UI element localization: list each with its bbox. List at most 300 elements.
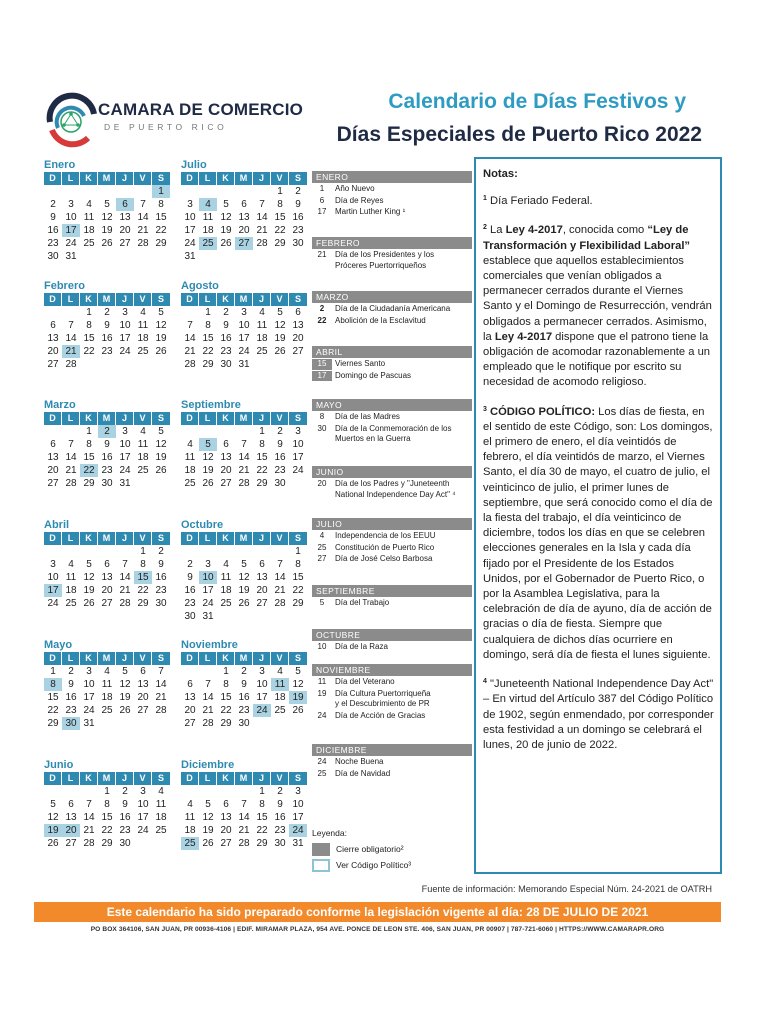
holiday-item bbox=[312, 689, 472, 710]
weekday-label: L bbox=[199, 532, 217, 545]
calendar-day: 1 bbox=[259, 426, 265, 437]
weekday-label: D bbox=[44, 293, 62, 306]
holiday-name: Día de los Padres y "Juneteenth bbox=[335, 479, 450, 488]
weekday-label: L bbox=[62, 532, 80, 545]
calendar-day bbox=[181, 785, 199, 798]
calendar-day bbox=[134, 358, 152, 371]
weekday-label: M bbox=[235, 772, 253, 785]
calendar-day: 6 bbox=[187, 679, 193, 690]
weekday-label: K bbox=[80, 172, 98, 185]
calendar-day: 13 bbox=[256, 572, 268, 583]
weekday-label: J bbox=[253, 412, 271, 425]
calendar-day: 19 bbox=[238, 585, 250, 596]
weekday-label: K bbox=[217, 652, 235, 665]
calendar-day: 14 bbox=[238, 812, 250, 823]
calendar-day: 2 bbox=[187, 559, 193, 570]
calendar-week bbox=[181, 691, 307, 704]
calendar-day bbox=[235, 785, 253, 798]
calendar-day bbox=[271, 610, 289, 623]
calendar-day: 14 bbox=[202, 692, 214, 703]
holiday-day: 30 bbox=[317, 423, 327, 433]
calendar-day bbox=[134, 185, 152, 198]
calendar-day: 5 bbox=[104, 199, 110, 210]
calendar-day: 10 bbox=[137, 799, 149, 810]
month-calendar bbox=[44, 518, 170, 610]
holiday-month-section bbox=[312, 518, 472, 565]
holiday-name: Día de los Presidentes y los bbox=[335, 250, 435, 259]
holiday-item bbox=[312, 757, 472, 768]
calendar-day: 25 bbox=[83, 238, 95, 249]
calendar-day: 29 bbox=[137, 598, 149, 609]
calendar-week bbox=[181, 837, 307, 850]
calendar-day bbox=[44, 185, 62, 198]
calendar-day: 23 bbox=[220, 346, 232, 357]
calendar-day: 9 bbox=[122, 799, 128, 810]
calendar-day: 16 bbox=[119, 812, 131, 823]
calendar-day bbox=[289, 358, 307, 371]
calendar-day: 2 bbox=[295, 186, 301, 197]
calendar-day: 1 bbox=[277, 186, 283, 197]
holiday-day: 6 bbox=[319, 195, 325, 205]
calendar-day: 25 bbox=[184, 478, 196, 489]
calendar-day: 12 bbox=[238, 572, 250, 583]
calendar-day: 28 bbox=[274, 598, 286, 609]
calendar-week bbox=[181, 477, 307, 490]
calendar-day: 15 bbox=[256, 452, 268, 463]
calendar-day bbox=[253, 717, 271, 730]
calendar-day: 4 bbox=[277, 666, 283, 677]
calendar-day: 17 bbox=[119, 452, 131, 463]
calendar-day: 26 bbox=[155, 465, 167, 476]
holiday-name: Año Nuevo bbox=[335, 184, 375, 193]
calendar-day: 17 bbox=[238, 333, 250, 344]
note-1-marker: 1 bbox=[483, 195, 487, 203]
calendar-day: 16 bbox=[292, 212, 304, 223]
calendar-day bbox=[152, 477, 170, 490]
weekday-label: J bbox=[116, 772, 134, 785]
holiday-item bbox=[312, 531, 472, 542]
weekday-label: L bbox=[199, 772, 217, 785]
holiday-item bbox=[312, 316, 472, 327]
holiday-day: 2 bbox=[319, 304, 325, 313]
calendar-day: 21 bbox=[137, 225, 149, 236]
month-name: Febrero bbox=[44, 280, 85, 292]
calendar-week bbox=[44, 691, 170, 704]
calendar-week bbox=[44, 345, 170, 358]
calendar-week bbox=[44, 597, 170, 610]
weekday-label: J bbox=[253, 172, 271, 185]
calendar-day: 20 bbox=[220, 825, 232, 836]
calendar-day: 10 bbox=[184, 212, 196, 223]
calendar-day: 19 bbox=[101, 225, 113, 236]
calendar-week bbox=[181, 345, 307, 358]
calendar-day: 11 bbox=[184, 812, 196, 823]
calendar-day: 3 bbox=[295, 786, 301, 797]
calendar-day: 8 bbox=[140, 559, 146, 570]
calendar-day: 23 bbox=[274, 825, 286, 836]
calendar-week bbox=[181, 198, 307, 211]
calendar-day: 7 bbox=[277, 559, 283, 570]
weekday-label: K bbox=[217, 412, 235, 425]
calendar-day: 16 bbox=[274, 452, 286, 463]
month-calendar bbox=[181, 518, 307, 623]
calendar-week bbox=[181, 558, 307, 571]
holiday-name: Constitución de Puerto Rico bbox=[335, 542, 435, 552]
calendar-day: 26 bbox=[238, 598, 250, 609]
weekday-label: J bbox=[253, 652, 271, 665]
month-name: Julio bbox=[181, 159, 207, 171]
calendar-day: 12 bbox=[83, 572, 95, 583]
calendar-week bbox=[181, 704, 307, 717]
weekday-label: J bbox=[253, 293, 271, 306]
weekday-label: L bbox=[62, 412, 80, 425]
holiday-month-section bbox=[312, 629, 472, 653]
calendar-day: 16 bbox=[101, 452, 113, 463]
calendar-day: 17 bbox=[137, 812, 149, 823]
calendar-week bbox=[44, 250, 170, 263]
calendar-day: 24 bbox=[253, 704, 271, 717]
holiday-month-bar: JUNIO bbox=[312, 466, 472, 478]
weekday-label: V bbox=[134, 293, 152, 306]
calendar-day: 6 bbox=[50, 439, 56, 450]
calendar-day: 7 bbox=[158, 666, 164, 677]
calendar-week bbox=[44, 584, 170, 597]
calendar-day: 16 bbox=[274, 812, 286, 823]
calendar-day bbox=[62, 545, 80, 558]
calendar-day bbox=[199, 185, 217, 198]
calendar-day: 20 bbox=[184, 705, 196, 716]
calendar-day bbox=[289, 250, 307, 263]
calendar-week bbox=[181, 545, 307, 558]
weekday-label: M bbox=[235, 532, 253, 545]
calendar-day bbox=[253, 610, 271, 623]
calendar-day: 30 bbox=[292, 238, 304, 249]
calendar-day: 18 bbox=[155, 812, 167, 823]
calendar-day: 3 bbox=[50, 559, 56, 570]
calendar-day: 13 bbox=[65, 812, 77, 823]
holiday-day: 11 bbox=[317, 677, 327, 686]
calendar-week bbox=[181, 211, 307, 224]
holiday-month-bar: DICIEMBRE bbox=[312, 744, 472, 756]
calendar-day: 7 bbox=[140, 199, 146, 210]
calendar-day: 11 bbox=[220, 572, 232, 583]
weekday-label: V bbox=[271, 532, 289, 545]
calendar-day: 22 bbox=[155, 225, 167, 236]
calendar-day: 14 bbox=[184, 333, 196, 344]
calendar-day: 14 bbox=[256, 212, 268, 223]
holiday-item bbox=[312, 424, 472, 445]
calendar-day: 24 bbox=[47, 598, 59, 609]
calendar-day: 24 bbox=[289, 824, 307, 837]
calendar-day: 2 bbox=[158, 546, 164, 557]
calendar-day: 24 bbox=[137, 825, 149, 836]
calendar-day: 13 bbox=[292, 320, 304, 331]
calendar-day: 21 bbox=[184, 346, 196, 357]
holiday-name: Día Cultura Puertorriqueña bbox=[335, 688, 431, 698]
weekday-label: D bbox=[181, 652, 199, 665]
calendar-day: 1 bbox=[259, 786, 265, 797]
calendar-day: 7 bbox=[187, 320, 193, 331]
calendar-day bbox=[134, 717, 152, 730]
holiday-month-section bbox=[312, 664, 472, 721]
calendar-day: 26 bbox=[47, 838, 59, 849]
calendar-day: 20 bbox=[101, 585, 113, 596]
weekday-label: M bbox=[98, 412, 116, 425]
calendar-day: 30 bbox=[274, 478, 286, 489]
weekday-label: J bbox=[116, 652, 134, 665]
calendar-day: 26 bbox=[292, 705, 304, 716]
calendar-day: 7 bbox=[86, 799, 92, 810]
calendar-day: 13 bbox=[220, 812, 232, 823]
month-calendar bbox=[181, 638, 307, 730]
month-name: Junio bbox=[44, 759, 74, 771]
calendar-day: 9 bbox=[104, 320, 110, 331]
calendar-day: 25 bbox=[220, 598, 232, 609]
calendar-day: 6 bbox=[223, 799, 229, 810]
calendar-day: 20 bbox=[137, 692, 149, 703]
calendar-day: 16 bbox=[184, 585, 196, 596]
holiday-month-section bbox=[312, 744, 472, 779]
calendar-day: 3 bbox=[68, 199, 74, 210]
calendar-day: 21 bbox=[65, 465, 77, 476]
weekday-header bbox=[181, 772, 307, 785]
calendar-day: 16 bbox=[47, 225, 59, 236]
calendar-week bbox=[181, 824, 307, 837]
holiday-name: Día de Reyes bbox=[335, 195, 384, 205]
weekday-header bbox=[181, 652, 307, 665]
calendar-day: 16 bbox=[65, 692, 77, 703]
calendar-day: 14 bbox=[155, 679, 167, 690]
note-2-law: Ley 4-2017 bbox=[505, 224, 563, 237]
calendar-week bbox=[181, 237, 307, 250]
holiday-item bbox=[312, 371, 472, 382]
calendar-day: 28 bbox=[137, 238, 149, 249]
weekday-label: J bbox=[116, 412, 134, 425]
calendar-day: 2 bbox=[241, 666, 247, 677]
calendar-day bbox=[62, 785, 80, 798]
notes-box bbox=[474, 157, 722, 874]
holiday-name-cont: Muertos en la Guerra bbox=[335, 434, 411, 443]
calendar-day: 1 bbox=[104, 786, 110, 797]
calendar-day: 26 bbox=[83, 598, 95, 609]
calendar-day: 18 bbox=[202, 225, 214, 236]
calendar-day: 13 bbox=[238, 212, 250, 223]
notes-heading: Notas: bbox=[483, 168, 518, 180]
calendar-day: 3 bbox=[205, 559, 211, 570]
note-1 bbox=[483, 194, 714, 209]
calendar-day: 4 bbox=[187, 439, 193, 450]
holiday-name: Domingo de Pascuas bbox=[335, 370, 412, 380]
page-title-line1: Calendario de Días Festivos y bbox=[388, 90, 686, 113]
note-2-law-name: “Ley de Transformación y Flexibilidad Laboral” bbox=[483, 224, 691, 252]
weekday-label: V bbox=[134, 172, 152, 185]
calendar-day: 6 bbox=[241, 199, 247, 210]
calendar-day bbox=[199, 545, 217, 558]
calendar-day: 7 bbox=[68, 320, 74, 331]
holiday-name: Día del Trabajo bbox=[335, 598, 390, 607]
weekday-label: S bbox=[157, 294, 164, 304]
calendar-day: 14 bbox=[65, 333, 77, 344]
holiday-day: 10 bbox=[317, 642, 327, 651]
holiday-name: Día de Navidad bbox=[335, 768, 391, 778]
calendar-day: 31 bbox=[119, 478, 131, 489]
calendar-day: 25 bbox=[199, 237, 217, 250]
holiday-day: 15 bbox=[312, 359, 332, 370]
calendar-day: 29 bbox=[202, 359, 214, 370]
weekday-header bbox=[181, 293, 307, 306]
calendar-week bbox=[181, 610, 307, 623]
calendar-day: 26 bbox=[202, 478, 214, 489]
calendar-day: 29 bbox=[83, 478, 95, 489]
weekday-header bbox=[44, 293, 170, 306]
calendar-day: 27 bbox=[235, 237, 253, 250]
calendar-week bbox=[44, 358, 170, 371]
calendar-day bbox=[98, 185, 116, 198]
calendar-week bbox=[181, 319, 307, 332]
calendar-day bbox=[98, 250, 116, 263]
holiday-month-section bbox=[312, 466, 472, 500]
calendar-week bbox=[44, 306, 170, 319]
calendar-day: 22 bbox=[47, 705, 59, 716]
holiday-day: 21 bbox=[317, 250, 327, 259]
weekday-label: D bbox=[44, 532, 62, 545]
calendar-day: 16 bbox=[220, 333, 232, 344]
calendar-day bbox=[181, 665, 199, 678]
calendar-day bbox=[181, 545, 199, 558]
calendar-day: 12 bbox=[155, 439, 167, 450]
calendar-day: 21 bbox=[256, 225, 268, 236]
month-name: Mayo bbox=[44, 639, 73, 651]
weekday-label: L bbox=[199, 293, 217, 306]
calendar-day: 1 bbox=[295, 546, 301, 557]
holiday-month-section bbox=[312, 171, 472, 218]
calendar-day: 20 bbox=[119, 225, 131, 236]
calendar-week bbox=[44, 425, 170, 438]
calendar-day: 8 bbox=[86, 439, 92, 450]
month-calendar bbox=[44, 279, 170, 371]
calendar-day: 29 bbox=[47, 718, 59, 729]
weekday-label: V bbox=[271, 293, 289, 306]
weekday-label: V bbox=[134, 412, 152, 425]
calendar-day: 8 bbox=[44, 678, 62, 691]
calendar-day: 13 bbox=[137, 679, 149, 690]
weekday-label: S bbox=[157, 533, 164, 543]
calendar-day: 27 bbox=[47, 359, 59, 370]
calendar-week bbox=[44, 224, 170, 237]
calendar-day: 29 bbox=[220, 718, 232, 729]
calendar-day: 25 bbox=[101, 705, 113, 716]
weekday-label: J bbox=[253, 532, 271, 545]
weekday-label: S bbox=[294, 413, 301, 423]
calendar-day: 6 bbox=[104, 559, 110, 570]
holiday-day: 19 bbox=[317, 688, 327, 698]
month-calendar bbox=[181, 158, 307, 263]
calendar-day bbox=[199, 250, 217, 263]
calendar-day: 28 bbox=[184, 359, 196, 370]
calendar-day: 15 bbox=[292, 572, 304, 583]
weekday-label: M bbox=[98, 532, 116, 545]
calendar-day: 3 bbox=[187, 199, 193, 210]
weekday-label: D bbox=[181, 293, 199, 306]
note-2-law-2: Ley 4-2017 bbox=[494, 330, 553, 343]
weekday-label: D bbox=[44, 412, 62, 425]
note-2-text-c: establece que aquellos establecimientos comerciales que venían obligados a permanecer cerrados durante el Viernes Santo y el Domingo de Resurrección, vendrán obligados a permanecer cerrados. Asimismo, la bbox=[483, 254, 712, 343]
calendar-day: 5 bbox=[199, 438, 217, 451]
calendar-day: 3 bbox=[241, 307, 247, 318]
calendar-day: 4 bbox=[158, 786, 164, 797]
month-calendar bbox=[44, 638, 170, 730]
calendar-day bbox=[253, 185, 271, 198]
calendar-day: 28 bbox=[83, 838, 95, 849]
calendar-day bbox=[80, 250, 98, 263]
weekday-label: K bbox=[217, 532, 235, 545]
weekday-label: S bbox=[157, 773, 164, 783]
calendar-day bbox=[199, 785, 217, 798]
calendar-day: 27 bbox=[65, 838, 77, 849]
calendar-day: 19 bbox=[202, 825, 214, 836]
calendar-day: 11 bbox=[184, 452, 196, 463]
holiday-item bbox=[312, 479, 472, 500]
holiday-day: 8 bbox=[319, 412, 325, 421]
calendar-day: 22 bbox=[256, 825, 268, 836]
code-swatch bbox=[312, 859, 330, 872]
calendar-day: 28 bbox=[256, 238, 268, 249]
calendar-day: 27 bbox=[137, 705, 149, 716]
calendar-day: 27 bbox=[184, 718, 196, 729]
calendar-day bbox=[44, 545, 62, 558]
calendar-day bbox=[134, 837, 152, 850]
weekday-label: S bbox=[294, 533, 301, 543]
calendar-day: 8 bbox=[295, 559, 301, 570]
calendar-day: 3 bbox=[122, 426, 128, 437]
calendar-day: 25 bbox=[274, 705, 286, 716]
calendar-week bbox=[181, 464, 307, 477]
calendar-day: 12 bbox=[47, 812, 59, 823]
calendar-day: 17 bbox=[256, 692, 268, 703]
weekday-label: S bbox=[157, 413, 164, 423]
calendar-day bbox=[116, 358, 134, 371]
weekday-label: J bbox=[253, 772, 271, 785]
holiday-month-section bbox=[312, 346, 472, 381]
calendar-day: 11 bbox=[256, 320, 268, 331]
holiday-item bbox=[312, 412, 472, 423]
calendar-day: 11 bbox=[101, 679, 113, 690]
calendar-day: 27 bbox=[119, 238, 131, 249]
holiday-day: 1 bbox=[319, 184, 325, 193]
calendar-day: 26 bbox=[101, 238, 113, 249]
holiday-month-bar: SEPTIEMBRE bbox=[312, 585, 472, 597]
calendar-day: 18 bbox=[137, 333, 149, 344]
month-calendar bbox=[44, 158, 170, 263]
calendar-week bbox=[181, 811, 307, 824]
calendar-week bbox=[181, 717, 307, 730]
calendar-day: 10 bbox=[47, 572, 59, 583]
calendar-day: 17 bbox=[83, 692, 95, 703]
calendar-day: 31 bbox=[238, 359, 250, 370]
calendar-week bbox=[44, 451, 170, 464]
holiday-name: Abolición de la Esclavitud bbox=[335, 315, 426, 325]
calendar-day bbox=[80, 545, 98, 558]
month-calendar bbox=[181, 758, 307, 850]
calendar-week bbox=[44, 211, 170, 224]
calendar-day: 31 bbox=[184, 251, 196, 262]
calendar-day: 1 bbox=[86, 307, 92, 318]
calendar-day: 21 bbox=[202, 705, 214, 716]
calendar-day: 20 bbox=[238, 225, 250, 236]
weekday-label: J bbox=[116, 532, 134, 545]
calendar-day: 6 bbox=[295, 307, 301, 318]
calendar-day: 24 bbox=[119, 465, 131, 476]
